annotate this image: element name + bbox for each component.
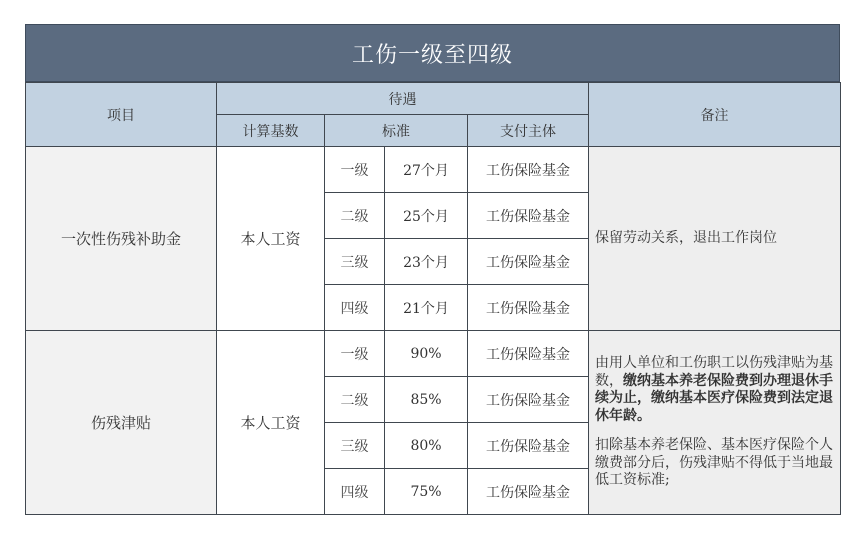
payer-cell: 工伤保险基金: [468, 239, 589, 285]
remark-paragraph: 扣除基本养老保险、基本医疗保险个人缴费部分后，伤残津贴不得低于当地最低工资标准;: [595, 437, 833, 489]
standard-cell: 21个月: [385, 285, 468, 331]
header-treatment: 待遇: [217, 83, 589, 115]
payer-cell: 工伤保险基金: [468, 285, 589, 331]
level-cell: 一级: [325, 331, 385, 377]
standard-cell: 90%: [385, 331, 468, 377]
standard-cell: 85%: [385, 377, 468, 423]
standard-cell: 80%: [385, 423, 468, 469]
header-base: 计算基数: [217, 115, 325, 147]
level-cell: 二级: [325, 193, 385, 239]
level-cell: 四级: [325, 469, 385, 515]
level-cell: 三级: [325, 239, 385, 285]
standard-cell: 23个月: [385, 239, 468, 285]
table-row: [26, 147, 841, 193]
remark-bold-text: 缴纳基本养老保险费到办理退休手续为止，缴纳基本医疗保险费到法定退休年龄。: [595, 372, 833, 424]
payer-cell: 工伤保险基金: [468, 469, 589, 515]
item-cell: 伤残津贴: [26, 331, 217, 515]
remark-paragraph: [595, 355, 834, 425]
payer-cell: 工伤保险基金: [468, 423, 589, 469]
header-item: 项目: [26, 83, 217, 147]
payer-cell: 工伤保险基金: [468, 193, 589, 239]
header-remark: 备注: [589, 83, 841, 147]
level-cell: 三级: [325, 423, 385, 469]
remark-cell: 保留劳动关系，退出工作岗位: [589, 147, 841, 331]
payer-cell: 工伤保险基金: [468, 147, 589, 193]
payer-cell: 工伤保险基金: [468, 331, 589, 377]
level-cell: 四级: [325, 285, 385, 331]
level-cell: 一级: [325, 147, 385, 193]
item-cell: 一次性伤残补助金: [26, 147, 217, 331]
header-standard: 标准: [325, 115, 468, 147]
level-cell: 二级: [325, 377, 385, 423]
standard-cell: 25个月: [385, 193, 468, 239]
benefit-table: [25, 82, 841, 515]
base-cell: 本人工资: [217, 147, 325, 331]
header-payer: 支付主体: [468, 115, 589, 147]
remark-text: 由用人单位和工伤职工以伤残津贴为基数，: [595, 355, 833, 389]
payer-cell: 工伤保险基金: [468, 377, 589, 423]
standard-cell: 75%: [385, 469, 468, 515]
standard-cell: 27个月: [385, 147, 468, 193]
base-cell: 本人工资: [217, 331, 325, 515]
table-title: 工伤一级至四级: [25, 24, 840, 82]
benefit-table-container: [25, 24, 840, 515]
table-row: [26, 331, 841, 377]
remark-cell: [589, 331, 841, 515]
